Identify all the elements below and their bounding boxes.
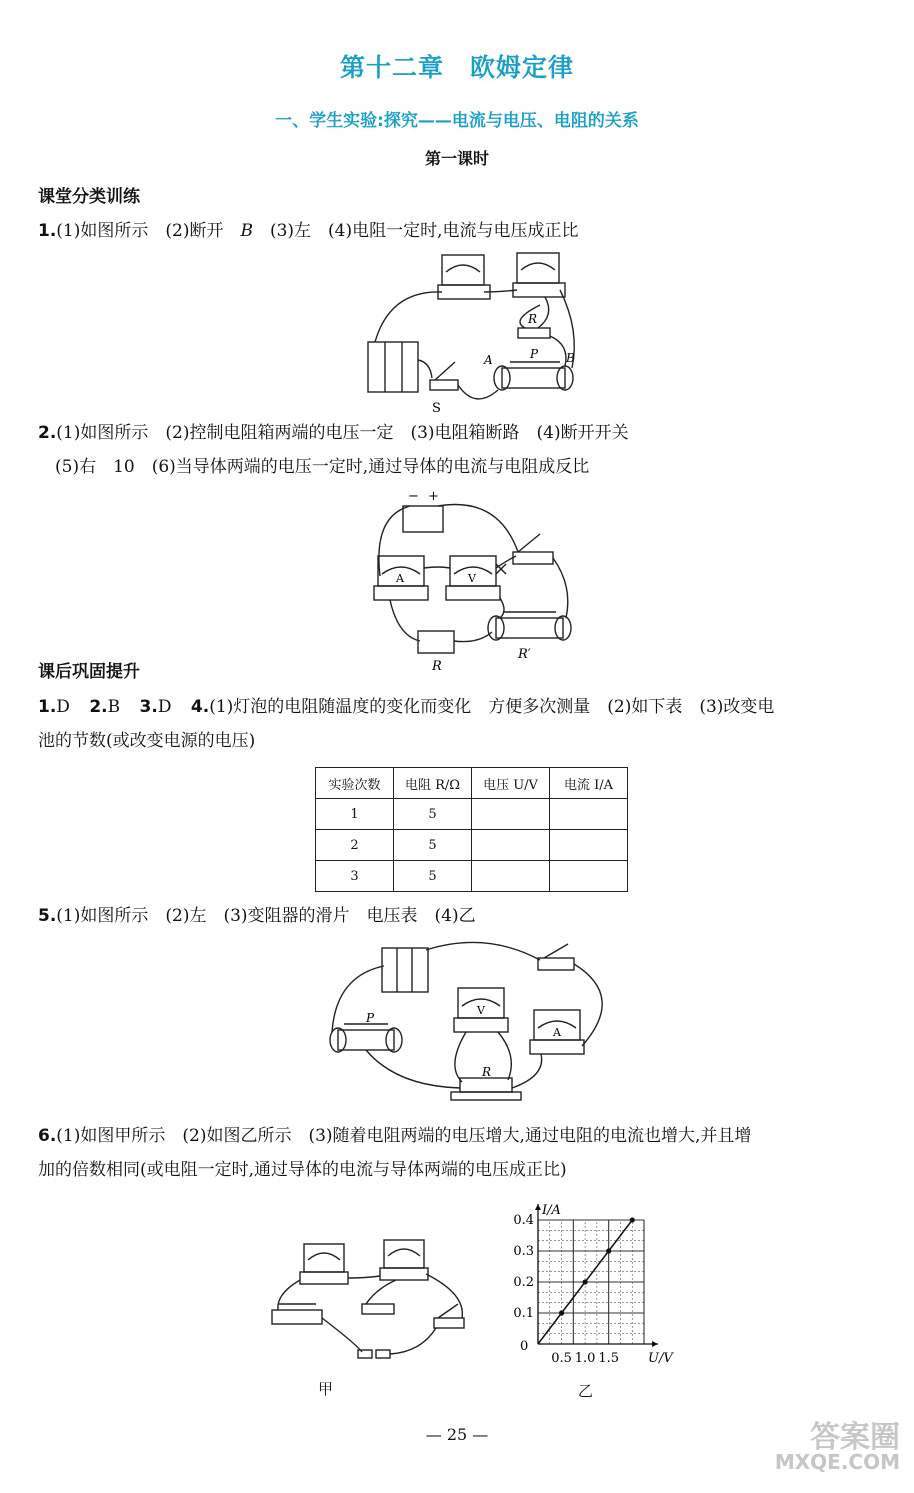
label-ammeter: A bbox=[396, 572, 404, 585]
answer-2-line-2: (5)右 10 (6)当导体两端的电压一定时,通过导体的电流与电阻成反比 bbox=[55, 457, 590, 477]
table-cell bbox=[550, 830, 628, 861]
table-header: 电流 I/A bbox=[550, 768, 628, 799]
table-header: 电阻 R/Ω bbox=[394, 768, 472, 799]
label-p: P bbox=[366, 1011, 375, 1025]
answer-text: (3)左 (4)电阻一定时,电流与电压成正比 bbox=[252, 221, 579, 241]
circuit-diagram-5 bbox=[326, 936, 612, 1108]
table-cell: 1 bbox=[316, 799, 394, 830]
answer-variable: B bbox=[240, 221, 253, 241]
answer-choice: B bbox=[107, 697, 121, 717]
table-cell bbox=[550, 861, 628, 892]
answer-4-line-2: 池的节数(或改变电源的电压) bbox=[38, 731, 256, 751]
label-a: A bbox=[484, 353, 493, 367]
answer-text: (1)如图所示 (2)断开 bbox=[56, 221, 241, 241]
answer-6-line-1 bbox=[38, 1124, 751, 1148]
figure-caption-yi: 乙 bbox=[578, 1382, 594, 1400]
label-r-prime: R′ bbox=[518, 647, 531, 662]
chart-series bbox=[538, 1217, 635, 1344]
data-point bbox=[630, 1217, 635, 1222]
answer-number: 1. bbox=[38, 697, 57, 717]
data-table bbox=[315, 767, 628, 892]
answer-6-line-2: 加的倍数相同(或电阻一定时,通过导体的电流与导体两端的电压成正比) bbox=[38, 1160, 567, 1180]
answer-number: 1. bbox=[38, 221, 57, 241]
table-cell: 3 bbox=[316, 861, 394, 892]
section-title: 一、学生实验:探究——电流与电压、电阻的关系 bbox=[275, 111, 639, 131]
answer-number: 5. bbox=[38, 906, 57, 926]
x-tick-label: 1.5 bbox=[598, 1351, 620, 1366]
iv-chart bbox=[500, 1194, 675, 1372]
answer-text: (1)如图所示 (2)左 (3)变阻器的滑片 电压表 (4)乙 bbox=[56, 906, 476, 926]
label-r: R bbox=[432, 659, 442, 674]
answer-2-line-1 bbox=[38, 421, 629, 445]
x-tick-label: 0.5 bbox=[551, 1351, 572, 1366]
answer-5 bbox=[38, 904, 476, 928]
answer-number: 2. bbox=[89, 697, 108, 717]
y-tick-label: 0.2 bbox=[513, 1275, 534, 1290]
label-r: R bbox=[482, 1065, 492, 1079]
origin-label: 0 bbox=[520, 1339, 529, 1354]
answer-number: 6. bbox=[38, 1126, 57, 1146]
label-b: B bbox=[566, 351, 575, 365]
page-number: — 25 — bbox=[425, 1425, 489, 1444]
table-cell: 5 bbox=[394, 861, 472, 892]
label-r: R bbox=[528, 312, 538, 326]
answer-text: (1)灯泡的电阻随温度的变化而变化 方便多次测量 (2)如下表 (3)改变电 bbox=[209, 697, 775, 717]
data-point bbox=[606, 1248, 611, 1253]
x-axis-label: U/V bbox=[648, 1351, 673, 1366]
label-voltmeter: V bbox=[477, 1004, 485, 1017]
figure-caption-jia: 甲 bbox=[318, 1380, 334, 1398]
chart-axes bbox=[535, 1203, 674, 1366]
label-minus: − bbox=[408, 489, 419, 504]
table-cell: 5 bbox=[394, 830, 472, 861]
y-tick-label: 0.3 bbox=[513, 1244, 534, 1259]
table-row bbox=[316, 830, 628, 861]
table-row bbox=[316, 861, 628, 892]
answer-number: 3. bbox=[139, 697, 158, 717]
circuit-diagram-2 bbox=[368, 486, 584, 676]
circuit-diagram-1 bbox=[360, 250, 590, 420]
x-tick-label: 1.0 bbox=[574, 1351, 596, 1366]
table-cell: 5 bbox=[394, 799, 472, 830]
table-cell: 2 bbox=[316, 830, 394, 861]
label-s: S bbox=[432, 401, 441, 416]
answer-choice: D bbox=[56, 697, 70, 717]
table-cell bbox=[550, 799, 628, 830]
y-axis-arrow bbox=[535, 1204, 541, 1210]
data-point bbox=[583, 1279, 588, 1284]
y-axis-label: I/A bbox=[542, 1203, 561, 1218]
y-tick-label: 0.1 bbox=[513, 1306, 534, 1321]
table-header: 电压 U/V bbox=[472, 768, 550, 799]
classroom-heading: 课堂分类训练 bbox=[38, 187, 140, 207]
answer-number: 2. bbox=[38, 423, 57, 443]
chart-ticks bbox=[513, 1213, 619, 1366]
x-axis-arrow bbox=[652, 1341, 658, 1347]
answer-text: (1)如图甲所示 (2)如图乙所示 (3)随着电阻两端的电压增大,通过电阻的电流也增大,并且增 bbox=[56, 1126, 752, 1146]
lesson-title: 第一课时 bbox=[424, 149, 489, 168]
after-class-heading: 课后巩固提升 bbox=[38, 662, 140, 682]
answer-text: (1)如图所示 (2)控制电阻箱两端的电压一定 (3)电阻箱断路 (4)断开开关 bbox=[56, 423, 629, 443]
y-tick-label: 0.4 bbox=[513, 1213, 534, 1228]
watermark-url: MXQE.COM bbox=[774, 1450, 900, 1474]
table-header: 实验次数 bbox=[316, 768, 394, 799]
label-voltmeter: V bbox=[468, 572, 476, 585]
table-cell bbox=[472, 830, 550, 861]
label-plus: + bbox=[428, 489, 439, 504]
answer-1 bbox=[38, 219, 579, 243]
answer-choice: D bbox=[157, 697, 172, 717]
data-point bbox=[559, 1310, 564, 1315]
answer-number: 4. bbox=[190, 697, 210, 717]
table-cell bbox=[472, 861, 550, 892]
label-p: P bbox=[530, 347, 539, 361]
table-cell bbox=[472, 799, 550, 830]
chart-grid bbox=[538, 1220, 644, 1344]
chapter-title: 第十二章 欧姆定律 bbox=[339, 53, 574, 82]
answer-4-line-1 bbox=[38, 695, 774, 719]
circuit-diagram-6a bbox=[266, 1234, 488, 1362]
table-header-row bbox=[316, 768, 628, 799]
watermark-logo: 答案圈 bbox=[810, 1420, 900, 1455]
label-ammeter: A bbox=[553, 1026, 561, 1039]
table-row bbox=[316, 799, 628, 830]
